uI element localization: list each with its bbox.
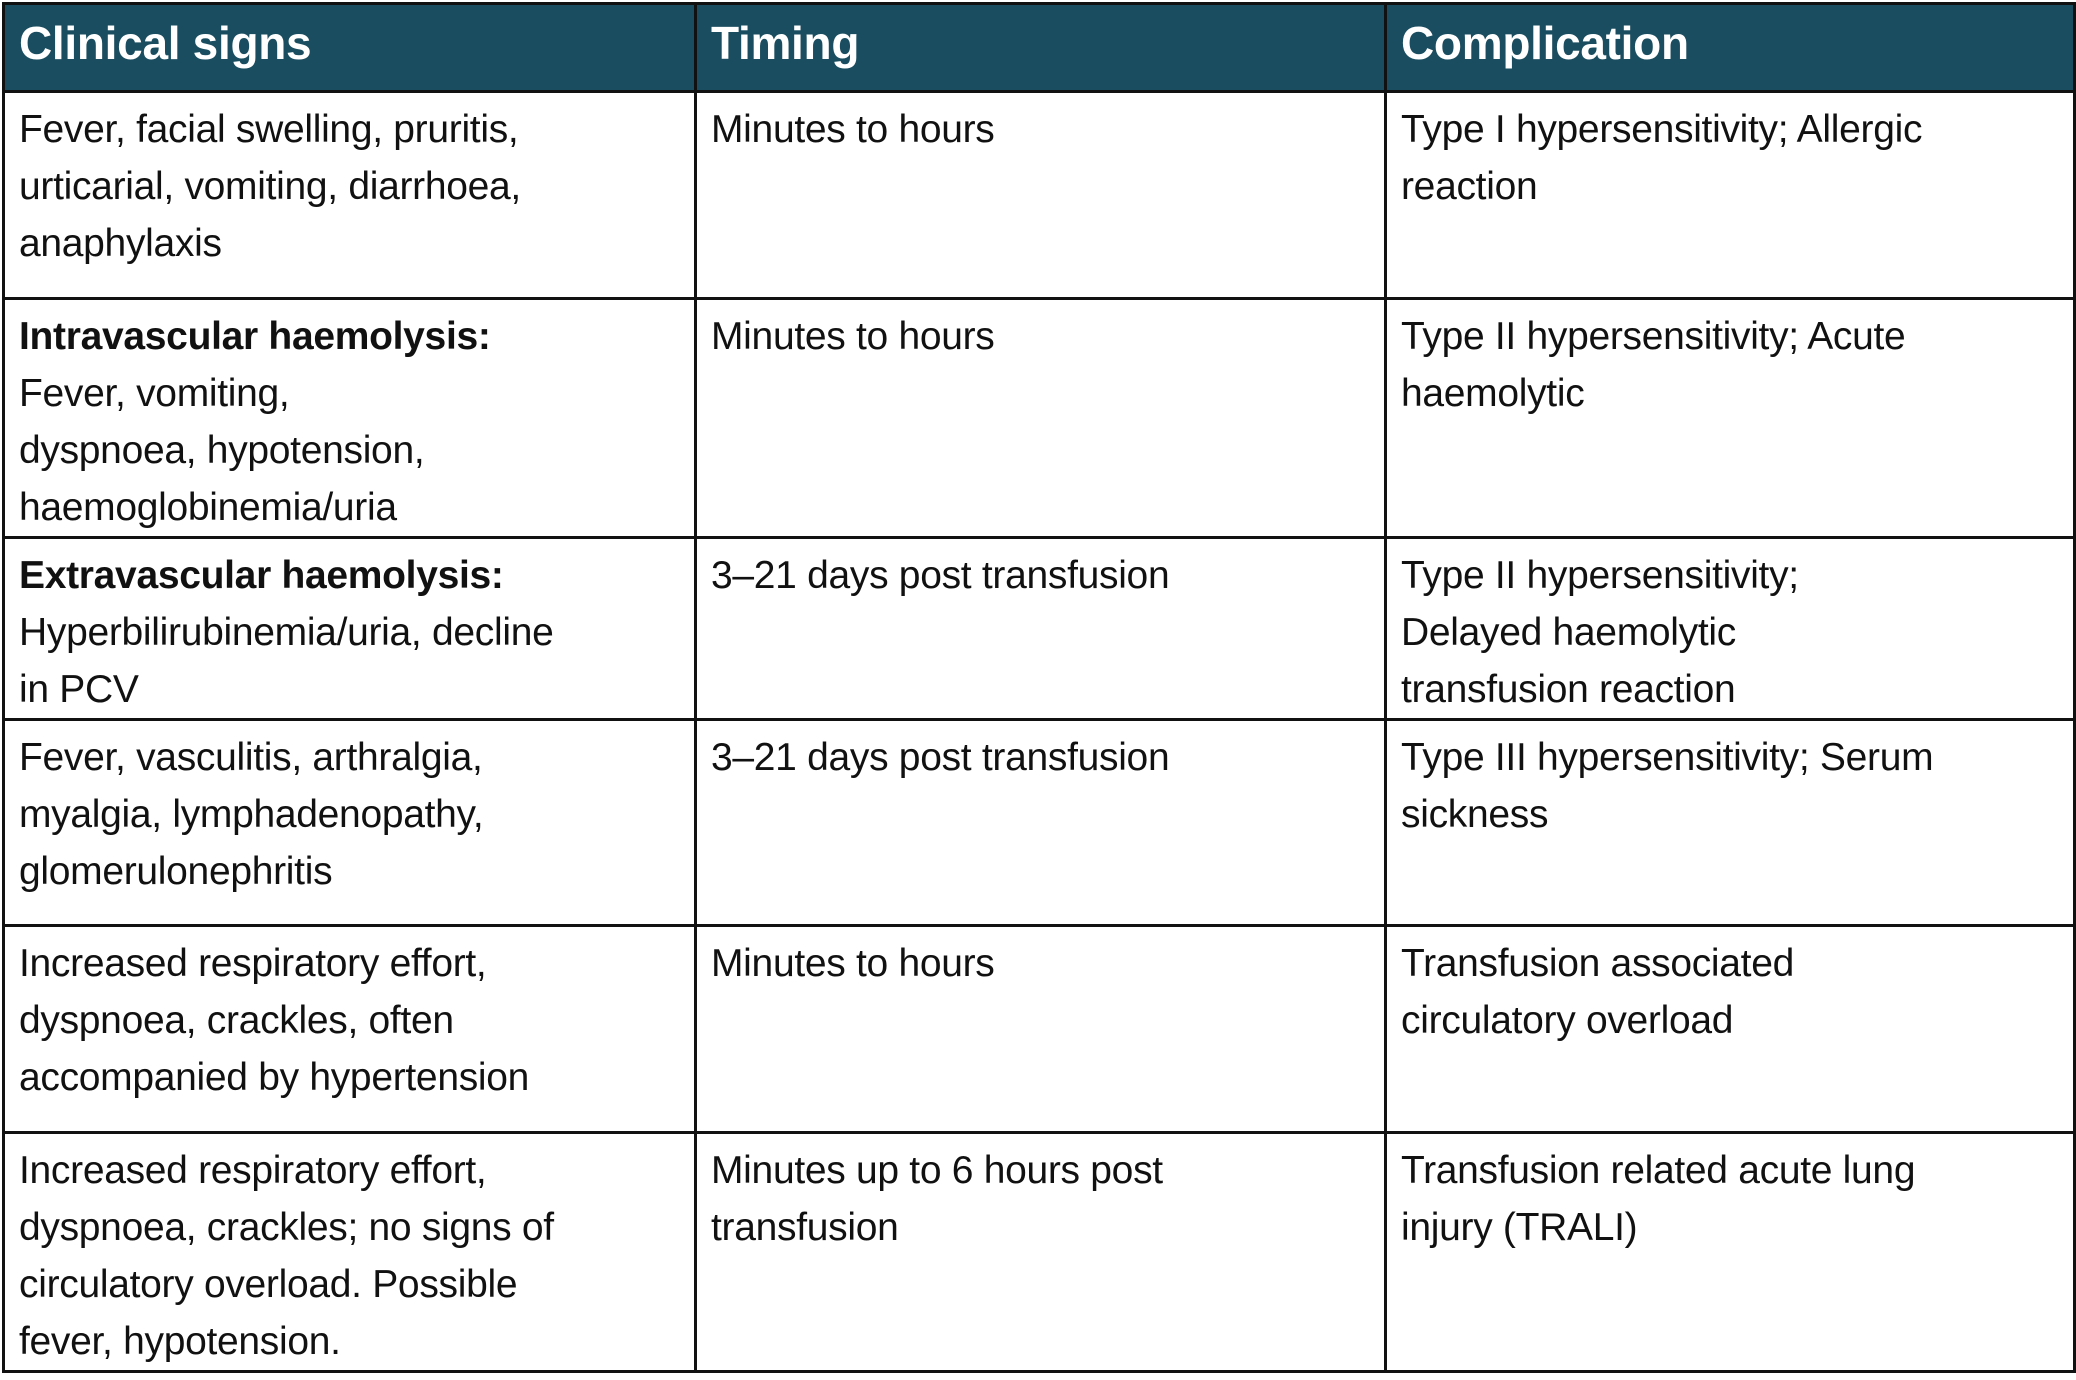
cell-line: Increased respiratory effort,: [19, 1149, 487, 1192]
cell-clinical-signs: [4, 1133, 696, 1372]
cell-line: anaphylaxis: [19, 222, 222, 265]
cell-line: Hyperbilirubinemia/uria, decline: [19, 611, 554, 654]
table-row: [4, 1133, 2075, 1372]
cell-line: Delayed haemolytic: [1401, 611, 1736, 654]
table-row: [4, 299, 2075, 538]
cell-clinical-signs: [4, 92, 696, 299]
cell-line: 3–21 days post transfusion: [711, 554, 1170, 597]
cell-line: Fever, facial swelling, pruritis,: [19, 108, 519, 151]
cell-timing: [696, 299, 1386, 538]
cell-line: dyspnoea, crackles; no signs of: [19, 1206, 554, 1249]
cell-line: urticarial, vomiting, diarrhoea,: [19, 165, 521, 208]
cell-line: Transfusion associated: [1401, 942, 1794, 985]
header-complication: Complication: [1386, 4, 2075, 92]
cell-line: circulatory overload: [1401, 999, 1734, 1042]
cell-clinical-signs: [4, 299, 696, 538]
cell-line: Type II hypersensitivity; Acute: [1401, 315, 1906, 358]
cell-line: Increased respiratory effort,: [19, 942, 487, 985]
cell-line: 3–21 days post transfusion: [711, 736, 1170, 779]
cell-clinical-signs: [4, 720, 696, 926]
cell-line: Type I hypersensitivity; Allergic: [1401, 108, 1923, 151]
cell-line: haemoglobinemia/uria: [19, 486, 397, 529]
cell-line: reaction: [1401, 165, 1538, 208]
cell-line: transfusion: [711, 1206, 899, 1249]
header-timing: Timing: [696, 4, 1386, 92]
cell-complication: [1386, 299, 2075, 538]
cell-line: circulatory overload. Possible: [19, 1263, 518, 1306]
table-row: [4, 926, 2075, 1133]
cell-timing: [696, 92, 1386, 299]
cell-complication: [1386, 926, 2075, 1133]
cell-line: Type III hypersensitivity; Serum: [1401, 736, 1934, 779]
cell-complication: [1386, 92, 2075, 299]
cell-line: Type II hypersensitivity;: [1401, 554, 1799, 597]
cell-line: transfusion reaction: [1401, 668, 1736, 711]
cell-heading: Intravascular haemolysis:: [19, 315, 491, 358]
cell-line: Minutes up to 6 hours post: [711, 1149, 1163, 1192]
header-row: [4, 4, 2075, 92]
cell-line: myalgia, lymphadenopathy,: [19, 793, 484, 836]
cell-line: dyspnoea, hypotension,: [19, 429, 425, 472]
table-row: [4, 538, 2075, 720]
cell-line: injury (TRALI): [1401, 1206, 1638, 1249]
cell-line: fever, hypotension.: [19, 1320, 341, 1363]
cell-line: Minutes to hours: [711, 942, 995, 985]
cell-line: Minutes to hours: [711, 315, 995, 358]
cell-complication: [1386, 538, 2075, 720]
table-row: [4, 92, 2075, 299]
cell-line: sickness: [1401, 793, 1549, 836]
cell-line: Transfusion related acute lung: [1401, 1149, 1916, 1192]
header-clinical-signs: Clinical signs: [4, 4, 696, 92]
cell-clinical-signs: [4, 538, 696, 720]
cell-line: accompanied by hypertension: [19, 1056, 530, 1099]
cell-line: haemolytic: [1401, 372, 1585, 415]
cell-complication: [1386, 720, 2075, 926]
cell-line: Fever, vomiting,: [19, 372, 290, 415]
cell-heading: Extravascular haemolysis:: [19, 554, 504, 597]
cell-line: Fever, vasculitis, arthralgia,: [19, 736, 483, 779]
cell-line: in PCV: [19, 668, 139, 711]
cell-line: dyspnoea, crackles, often: [19, 999, 454, 1042]
cell-timing: [696, 538, 1386, 720]
table-row: [4, 720, 2075, 926]
cell-timing: [696, 720, 1386, 926]
transfusion-complications-table: [2, 2, 2076, 1373]
cell-line: glomerulonephritis: [19, 850, 333, 893]
cell-timing: [696, 926, 1386, 1133]
cell-timing: [696, 1133, 1386, 1372]
cell-complication: [1386, 1133, 2075, 1372]
cell-line: Minutes to hours: [711, 108, 995, 151]
cell-clinical-signs: [4, 926, 696, 1133]
